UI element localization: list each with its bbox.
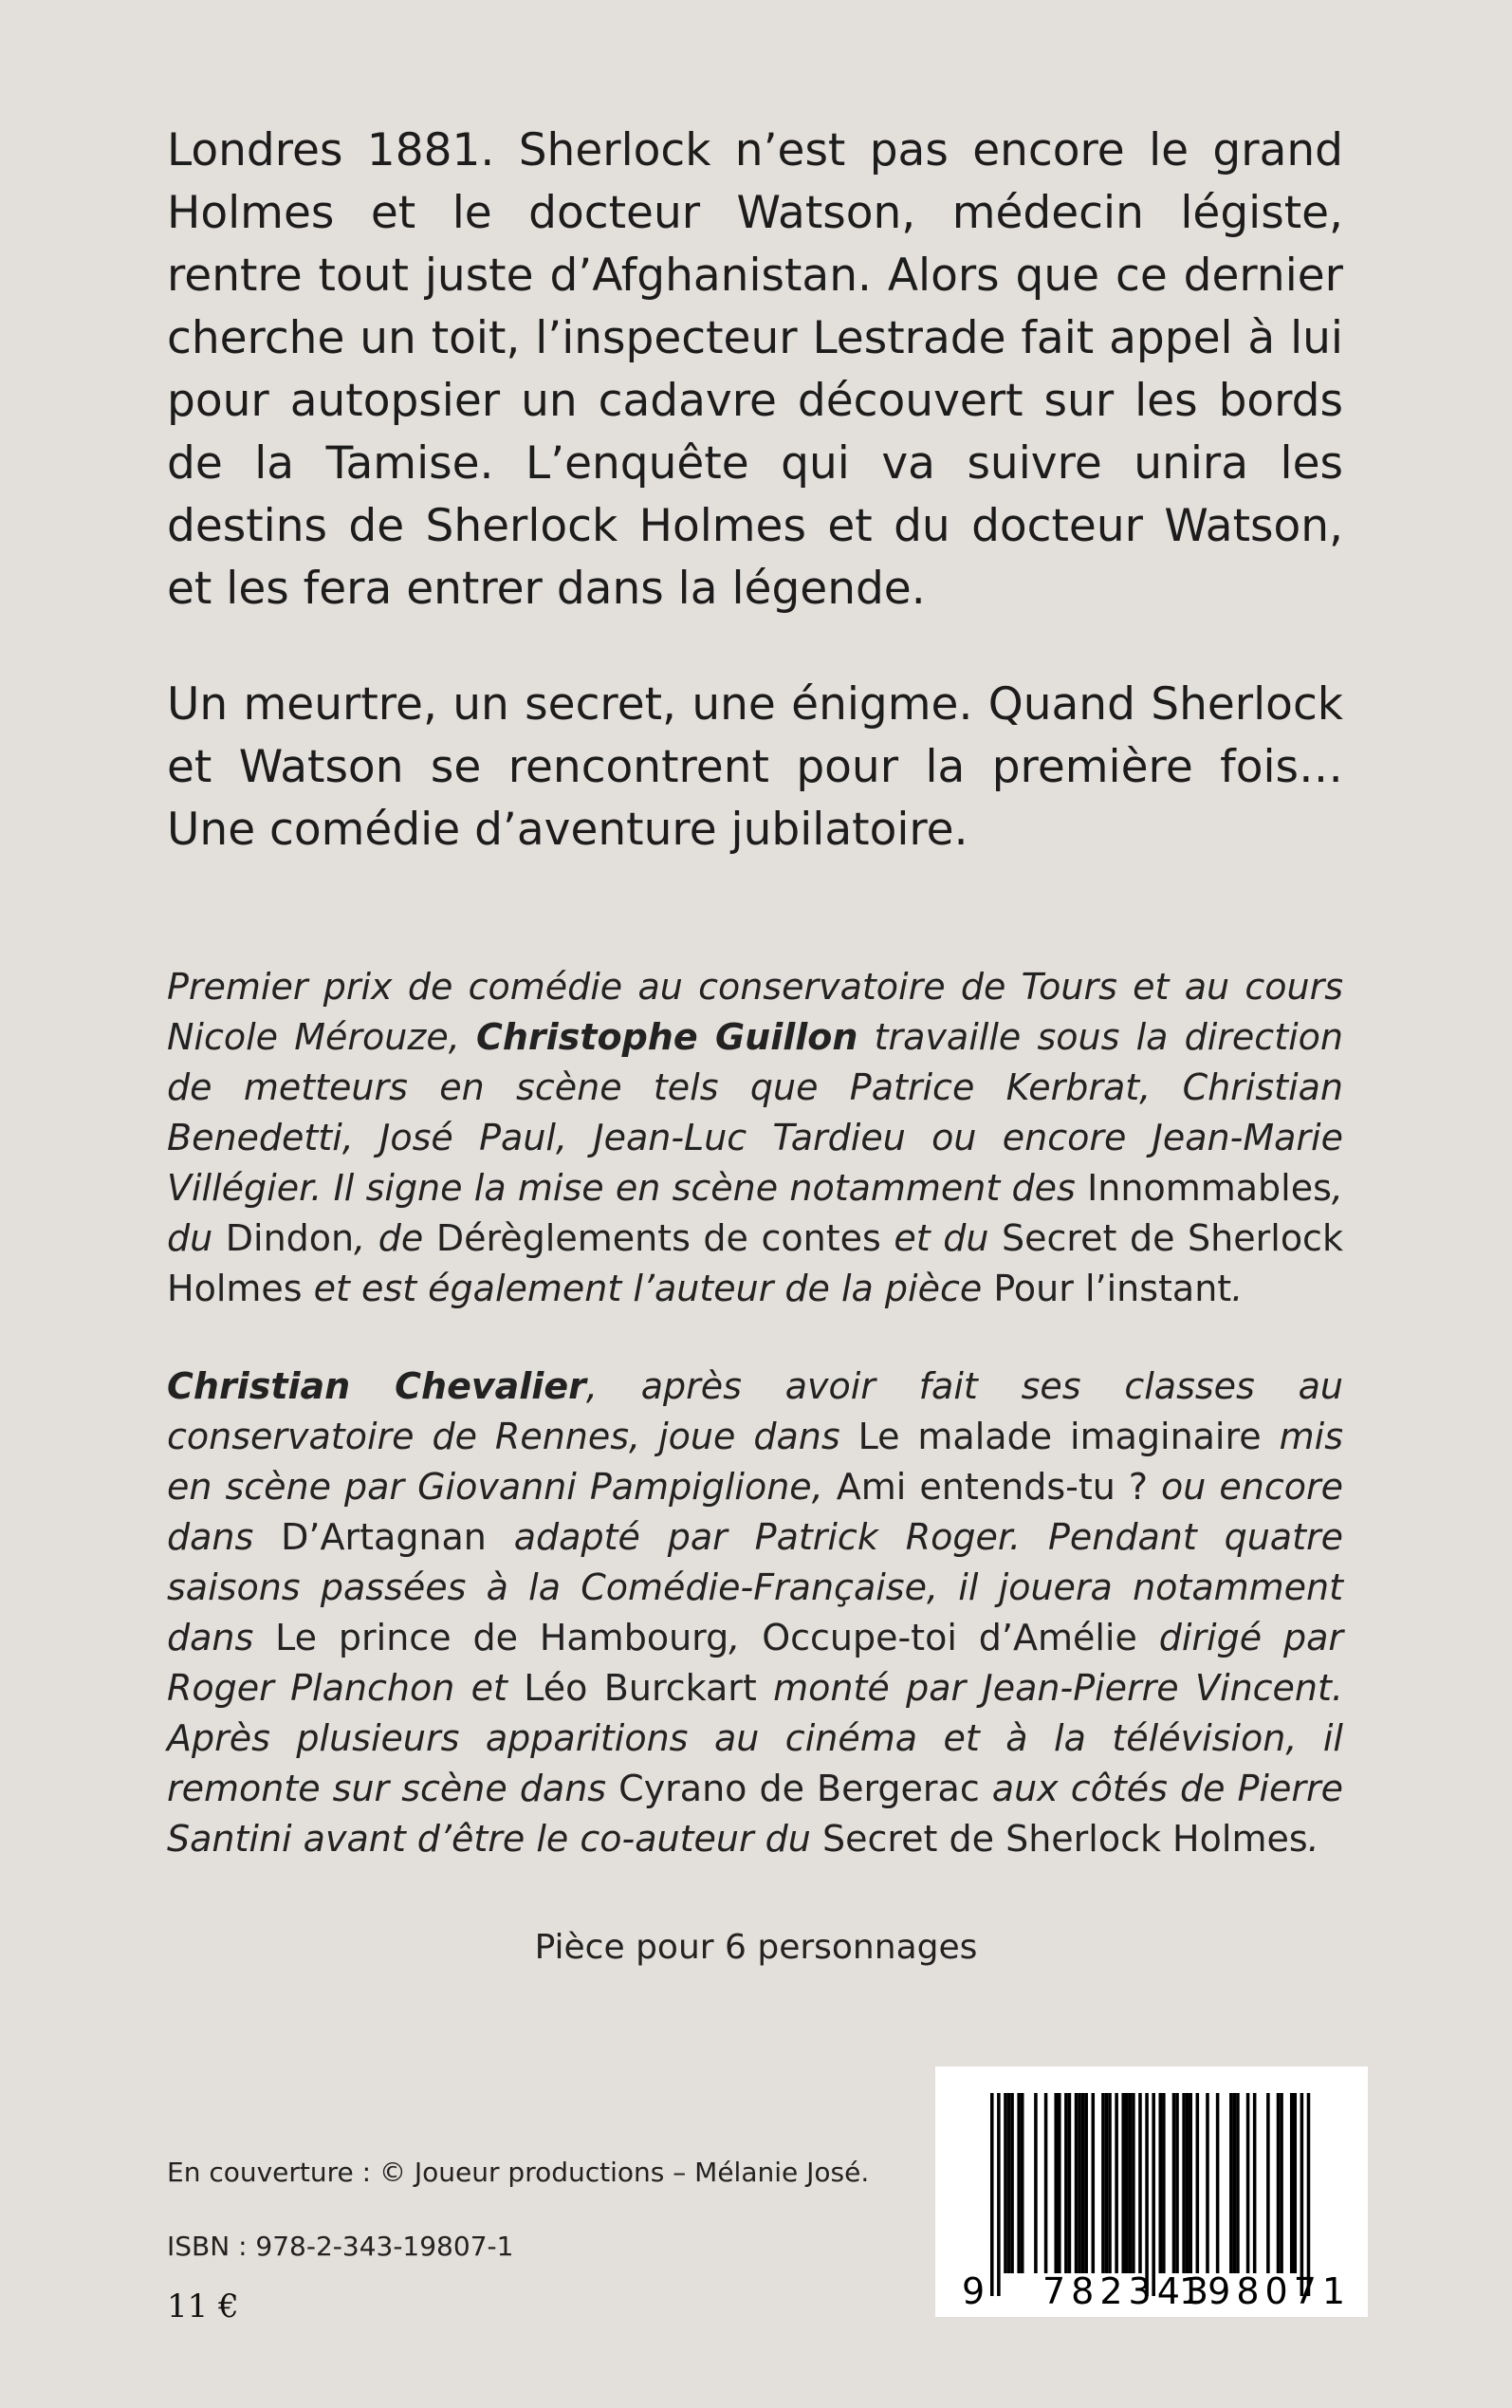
work-title: Dindon: [225, 1217, 355, 1259]
barcode-bar: [1266, 2093, 1270, 2273]
summary-paragraph-2: Un meurtre, un secret, une énigme. Quand Sherlock et Watson se rencontrent pour la première fois… Une comédie d’aventure jubilatoire.: [167, 678, 1343, 856]
barcode-bar: [1159, 2093, 1163, 2273]
barcode-bar: [1233, 2093, 1237, 2273]
barcode-bars: [990, 2093, 1310, 2296]
barcode-graphic: [935, 2066, 1368, 2317]
barcode: [935, 2066, 1368, 2317]
work-title: Le prince de Hambourg: [275, 1617, 729, 1658]
barcode-bar: [1010, 2093, 1014, 2273]
barcode-bar: [1101, 2093, 1105, 2273]
barcode-bar: [1105, 2093, 1109, 2273]
work-title: Le malade imaginaire: [857, 1416, 1262, 1457]
barcode-bar: [1277, 2093, 1281, 2273]
barcode-bar: [1300, 2093, 1304, 2296]
work-title: Secret de Sherlock Holmes: [821, 1818, 1308, 1860]
work-title: Pour l’instant: [993, 1268, 1232, 1309]
barcode-bar: [1138, 2093, 1142, 2273]
barcode-bar: [1058, 2093, 1061, 2273]
bio-christophe-guillon: [167, 962, 1343, 1314]
bio-text: et est également l’auteur de la pièce: [302, 1268, 994, 1309]
bio-text: Premier prix de comédie au conservatoire de Tours et au cours Nicole Mérouze,: [167, 966, 1343, 1058]
barcode-bar: [1236, 2093, 1240, 2273]
barcode-bar: [1229, 2093, 1233, 2273]
barcode-bar: [1092, 2093, 1096, 2273]
work-title: Léo Burckart: [524, 1667, 757, 1709]
barcode-bar: [1007, 2093, 1011, 2273]
barcode-bar: [1206, 2093, 1209, 2273]
barcode-bar: [1044, 2093, 1048, 2273]
barcode-bar: [1172, 2093, 1176, 2273]
barcode-bar: [1186, 2093, 1189, 2273]
barcode-bar: [1145, 2093, 1149, 2296]
work-title: Dérèglements de contes: [435, 1217, 881, 1259]
barcode-bar: [1125, 2093, 1129, 2273]
barcode-bar: [1034, 2093, 1038, 2273]
author-name: Christophe Guillon: [475, 1016, 858, 1058]
barcode-bar: [1152, 2093, 1155, 2296]
bio-text: .: [1231, 1268, 1244, 1309]
bio-text: dirigé par Roger Planchon et: [167, 1617, 1343, 1709]
isbn: ISBN : 978-2-343-19807-1: [167, 2231, 514, 2262]
barcode-bar: [1121, 2093, 1125, 2273]
author-name: Christian Chevalier: [167, 1365, 586, 1407]
bio-text: ,: [728, 1617, 763, 1658]
barcode-bar: [1078, 2093, 1081, 2273]
barcode-bar: [1253, 2093, 1257, 2273]
barcode-bar: [1081, 2093, 1085, 2273]
bio-text: , de: [354, 1217, 436, 1259]
work-title: Secret de Sherlock Holmes: [167, 1217, 1343, 1309]
work-title: Innommables: [1087, 1167, 1332, 1209]
barcode-bar: [997, 2093, 1001, 2296]
work-title: D’Artagnan: [281, 1516, 487, 1558]
barcode-bar: [1307, 2093, 1311, 2296]
barcode-bar: [1004, 2093, 1007, 2273]
price: 11 €: [167, 2288, 239, 2325]
barcode-bar: [1290, 2093, 1294, 2273]
barcode-bar: [1017, 2093, 1021, 2273]
bio-text: mis en scène par Giovanni Pampiglione,: [167, 1416, 1344, 1508]
barcode-bar: [1084, 2093, 1088, 2273]
barcode-left-digits: 782343: [1042, 2270, 1215, 2312]
barcode-bar: [1216, 2093, 1220, 2273]
bio-text: travaille sous la direction de metteurs en scène tels que Patrice Kerbrat, Christian Benedetti, José Paul, Jean-Luc Tardieu ou encore Jean-Marie Villégier. Il signe la mise en scène notamment des: [167, 1016, 1343, 1209]
barcode-bar: [1189, 2093, 1192, 2273]
barcode-bar: [1129, 2093, 1133, 2273]
barcode-bar: [1115, 2093, 1118, 2273]
bio-text: et du: [880, 1217, 1002, 1259]
barcode-bar: [990, 2093, 994, 2296]
barcode-right-digits: 198071: [1179, 2270, 1352, 2312]
barcode-bar: [1054, 2093, 1058, 2273]
barcode-bar: [1175, 2093, 1179, 2273]
work-title: Cyrano de Bergerac: [618, 1768, 980, 1809]
barcode-bar: [1196, 2093, 1200, 2273]
book-summary: [167, 120, 1343, 861]
bio-text: aux côtés de Pierre Santini avant d’être le co-auteur du: [167, 1768, 1343, 1860]
barcode-lead-digit: 9: [962, 2270, 986, 2312]
author-biographies: [167, 962, 1343, 1864]
barcode-bar: [1075, 2093, 1079, 2273]
bio-text: monté par Jean-Pierre Vincent. Après plusieurs apparitions au cinéma et à la télévision, il remonte sur scène dans: [167, 1667, 1343, 1809]
barcode-bar: [1162, 2093, 1166, 2273]
barcode-bar: [1021, 2093, 1024, 2273]
cover-credit: En couverture : © Joueur productions – Mélanie José.: [167, 2157, 870, 2188]
barcode-bar: [1294, 2093, 1298, 2273]
bio-text: .: [1307, 1818, 1319, 1860]
barcode-bar: [1064, 2093, 1068, 2273]
bio-text: ou encore dans: [167, 1466, 1343, 1558]
bio-text: , du: [167, 1167, 1343, 1259]
bio-text: adapté par Patrick Roger. Pendant quatre saisons passées à la Comédie-Française, il jouera notamment dans: [167, 1516, 1343, 1658]
work-title: Ami entends-tu ?: [836, 1466, 1149, 1508]
bio-text: , après avoir fait ses classes au conservatoire de Rennes, joue dans: [167, 1365, 1343, 1457]
barcode-bar: [1182, 2093, 1186, 2273]
cast-size: Pièce pour 6 personnages: [534, 1928, 978, 1967]
summary-paragraph-1: Londres 1881. Sherlock n’est pas encore le grand Holmes et le docteur Watson, médecin légiste, rentre tout juste d’Afghanistan. Alors que ce dernier cherche un toit, l’inspecteur Lestrade fait appel à lui pour autopsier un cadavre découvert sur les bords de la Tamise. L’enquête qui va suivre unira les destins de Sherlock Holmes et du docteur Watson, et les fera entrer dans la légende.: [167, 124, 1343, 615]
barcode-bar: [1108, 2093, 1112, 2273]
barcode-bar: [1280, 2093, 1283, 2273]
bio-christian-chevalier: [167, 1361, 1343, 1864]
barcode-bar: [1068, 2093, 1072, 2273]
barcode-bar: [1246, 2093, 1250, 2273]
work-title: Occupe-toi d’Amélie: [762, 1617, 1137, 1658]
barcode-bar: [1132, 2093, 1135, 2273]
